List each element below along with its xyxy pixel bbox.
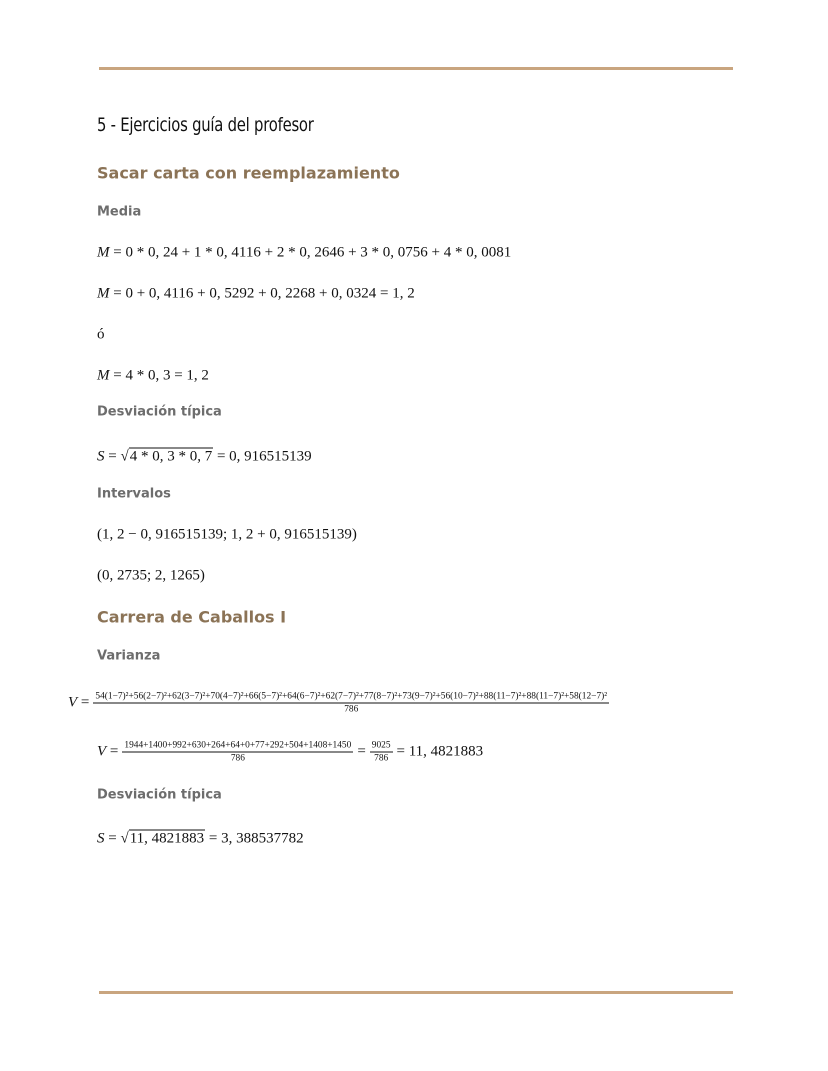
var: V	[68, 694, 78, 711]
result: = 3, 388537782	[208, 830, 304, 847]
media-equation-1	[97, 245, 511, 262]
interval-1: (1, 2 − 0, 916515139; 1, 2 + 0, 916515139)	[97, 526, 357, 543]
fraction	[93, 692, 609, 715]
eq: =	[109, 743, 119, 760]
subheading-desviacion: Desviación típica	[97, 404, 222, 420]
numerator: 54(1−7)²+56(2−7)²+62(3−7)²+70(4−7)²+66(5−7)²+64(6−7)²+62(7−7)²+77(8−7)²+73(9−7)²+56(10−7)²+88(11−7)²+88(11−7)²+58(12−7)²	[95, 691, 608, 702]
desviacion-equation: S = √11, 4821883 = 3, 388537782	[97, 830, 304, 847]
top-rule	[99, 67, 733, 70]
var: V	[97, 743, 107, 760]
media-equation-3	[97, 368, 209, 385]
expr: = 0 * 0, 24 + 1 * 0, 4116 + 2 * 0, 2646 + 3 * 0, 0756 + 4 * 0, 0081	[113, 244, 512, 261]
media-equation-2	[97, 286, 415, 303]
expr: = 4 * 0, 3 = 1, 2	[113, 367, 209, 384]
fraction	[370, 741, 393, 764]
denominator: 786	[374, 753, 389, 764]
numerator: 9025	[371, 740, 391, 751]
subheading-desviacion: Desviación típica	[97, 787, 222, 803]
radicand: 11, 4821883	[129, 830, 205, 847]
result: = 11, 4821883	[396, 743, 484, 760]
or-text: ó	[97, 326, 105, 343]
varianza-equation-2	[97, 741, 483, 764]
expr: = 0 + 0, 4116 + 0, 5292 + 0, 2268 + 0, 0324 = 1, 2	[113, 285, 415, 302]
denominator: 786	[344, 704, 359, 715]
bottom-rule	[99, 991, 733, 994]
section-heading: Carrera de Caballos I	[97, 607, 287, 627]
result: = 0, 916515139	[216, 448, 312, 465]
var: M	[97, 285, 110, 302]
var: M	[97, 367, 110, 384]
subheading-intervalos: Intervalos	[97, 486, 171, 502]
subheading-media: Media	[97, 204, 142, 220]
var: S	[97, 830, 105, 847]
varianza-equation-1	[68, 692, 613, 715]
denominator: 786	[230, 753, 245, 764]
eq: =	[80, 694, 90, 711]
page-title: 5 - Ejercicios guía del profesor	[97, 114, 314, 136]
var: S	[97, 448, 105, 465]
section-heading: Sacar carta con reemplazamiento	[97, 163, 400, 183]
interval-2: (0, 2735; 2, 1265)	[97, 567, 205, 584]
fraction	[122, 741, 353, 764]
eq: =	[357, 743, 366, 760]
desviacion-equation: S = √4 * 0, 3 * 0, 7 = 0, 916515139	[97, 448, 312, 465]
subheading-varianza: Varianza	[97, 648, 161, 664]
radicand: 4 * 0, 3 * 0, 7	[129, 448, 213, 465]
numerator: 1944+1400+992+630+264+64+0+77+292+504+1408+1450	[124, 740, 352, 751]
var: M	[97, 244, 110, 261]
